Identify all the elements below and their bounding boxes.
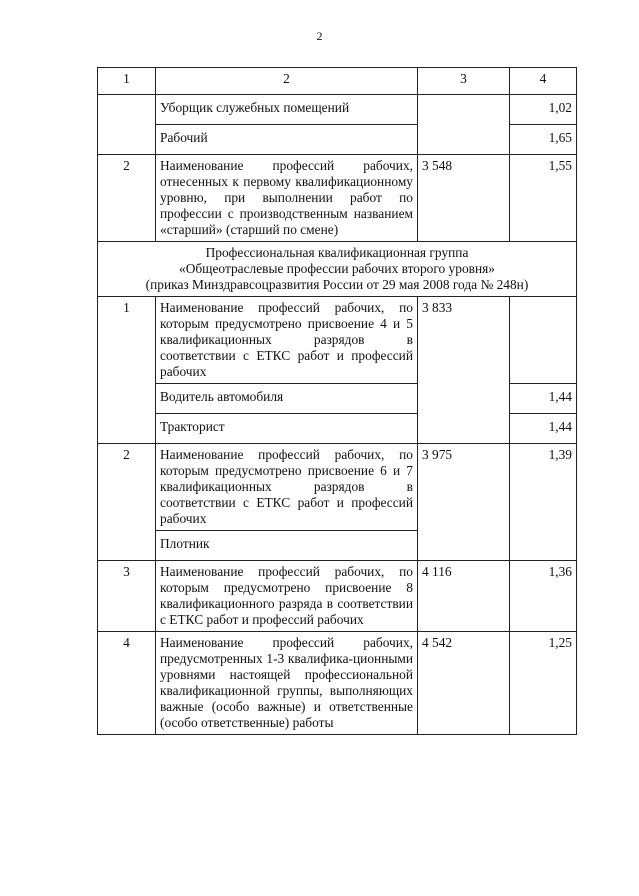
profession-name: Плотник	[156, 531, 418, 561]
group-title	[98, 242, 577, 297]
empty-salary-cell	[418, 95, 510, 155]
table-row	[98, 95, 577, 125]
table-row	[98, 444, 577, 531]
level-description: Наименование профессий рабочих, по которым предусмотрено присвоение 8 квалификационного разряда в соответствии с ЕТКС работ и профессий рабочих	[156, 561, 418, 632]
salary-value: 4 116	[418, 561, 510, 632]
header-col-2: 2	[156, 68, 418, 95]
coefficient: 1,39	[510, 444, 577, 561]
level-description: Наименование профессий рабочих, по которым предусмотрено присвоение 4 и 5 квалификационных разрядов в соответствии с ЕТКС работ и профессий рабочих	[156, 297, 418, 384]
profession-name: Водитель автомобиля	[156, 384, 418, 414]
coefficient: 1,44	[510, 414, 577, 444]
level-number: 3	[98, 561, 156, 632]
table-row	[98, 297, 577, 384]
header-col-3: 3	[418, 68, 510, 95]
table-row	[98, 632, 577, 735]
profession-name: Тракторист	[156, 414, 418, 444]
table-row	[98, 561, 577, 632]
level-number: 4	[98, 632, 156, 735]
coefficient: 1,44	[510, 384, 577, 414]
group-title-line-3: (приказ Минздравсоцразвития России от 29 мая 2008 года № 248н)	[145, 277, 529, 292]
salary-value: 3 548	[418, 155, 510, 242]
salary-value: 4 542	[418, 632, 510, 735]
level-description: Наименование профессий рабочих, по которым предусмотрено присвоение 6 и 7 квалификационных разрядов в соответствии с ЕТКС работ и профессий рабочих	[156, 444, 418, 531]
group-title-line-1: Профессиональная квалификационная группа	[205, 245, 469, 260]
empty-num-cell	[98, 95, 156, 155]
coefficient: 1,02	[510, 95, 577, 125]
coefficient: 1,36	[510, 561, 577, 632]
page-number: 2	[316, 29, 323, 43]
coefficient: 1,65	[510, 125, 577, 155]
salary-value: 3 975	[418, 444, 510, 561]
level-number: 2	[98, 444, 156, 561]
salary-table	[97, 67, 577, 735]
group-header-row	[98, 242, 577, 297]
profession-name: Рабочий	[156, 125, 418, 155]
coefficient: 1,25	[510, 632, 577, 735]
group-title-line-2: «Общеотраслевые профессии рабочих второго уровня»	[179, 261, 495, 276]
profession-name: Уборщик служебных помещений	[156, 95, 418, 125]
level-description: Наименование профессий рабочих, предусмотренных 1-3 квалифика-ционными уровнями настоящей профессиональной квалификационной группы, выполняющих важные (особо важные) и ответственные (особо ответственные) работы	[156, 632, 418, 735]
level-number: 2	[98, 155, 156, 242]
table-header-row	[98, 68, 577, 95]
salary-value: 3 833	[418, 297, 510, 444]
level-number: 1	[98, 297, 156, 444]
table-row	[98, 155, 577, 242]
empty-coef-cell	[510, 297, 577, 384]
header-col-4: 4	[510, 68, 577, 95]
header-col-1: 1	[98, 68, 156, 95]
level-description: Наименование профессий рабочих, отнесенных к первому квалификационному уровню, при выполнении работ по профессии с производственным названием «старший» (старший по смене)	[156, 155, 418, 242]
coefficient: 1,55	[510, 155, 577, 242]
